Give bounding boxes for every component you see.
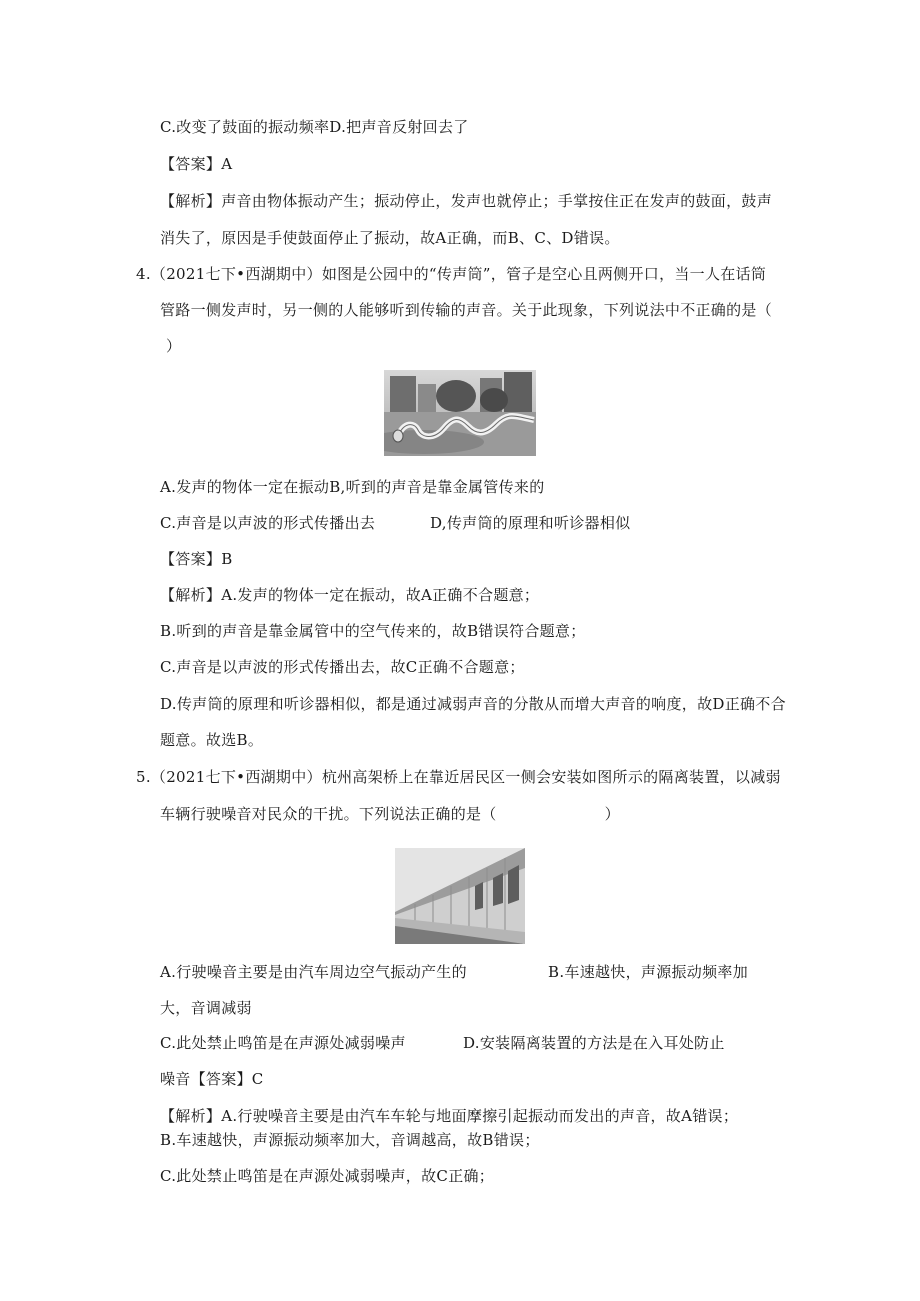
q5-analysis-a: 【解析】A.行驶噪音主要是由汽车车轮与地面摩擦引起振动而发出的声音，故A错误；	[160, 1107, 739, 1125]
q3-answer: 【答案】A	[160, 155, 233, 173]
q5-option-d-line1: D.安装隔离装置的方法是在入耳处防止	[463, 1034, 725, 1052]
q3-analysis-line1: 【解析】声音由物体振动产生；振动停止，发声也就停止；手掌按住正在发声的鼓面，鼓声	[160, 192, 773, 210]
q4-analysis-b: B.听到的声音是靠金属管中的空气传来的，故B错误符合题意；	[160, 622, 586, 640]
q5-stem-line1: 5.（2021七下•西湖期中）杭州高架桥上在靠近居民区一侧会安装如图所示的隔离装置，以减弱	[136, 768, 781, 786]
q5-stem-line2	[160, 804, 620, 824]
q5-stem-text: 车辆行驶噪音对民众的干扰。下列说法正确的是（	[160, 805, 497, 823]
q5-option-b-line1: B.车速越快，声源振动频率加	[548, 963, 748, 981]
q4-answer: 【答案】B	[160, 550, 233, 568]
q3-analysis-line2: 消失了，原因是手使鼓面停止了振动，故A正确，而B、C、D错误。	[160, 229, 620, 247]
sound-barrier-image	[395, 848, 525, 944]
q4-analysis-d-line1: D.传声筒的原理和听诊器相似，都是通过减弱声音的分散从而增大声音的响度，故D正确不合	[160, 695, 786, 713]
q5-analysis-c: C.此处禁止鸣笛是在声源处减弱噪声，故C正确；	[160, 1167, 495, 1185]
q5-option-a: A.行驶噪音主要是由汽车周边空气振动产生的	[160, 963, 467, 981]
q4-option-c: C.声音是以声波的形式传播出去	[160, 514, 376, 532]
q4-analysis-a: 【解析】A.发声的物体一定在振动，故A正确不合题意；	[160, 586, 540, 604]
q4-option-a-b: A.发声的物体一定在振动B,听到的声音是靠金属管传来的	[160, 478, 545, 496]
q3-option-c-d: C.改变了鼓面的振动频率D.把声音反射回去了	[160, 118, 469, 136]
q4-stem-line3: ）	[166, 337, 182, 355]
q5-analysis-b: B.车速越快，声源振动频率加大，音调越高，故B错误；	[160, 1131, 540, 1149]
q4-analysis-c: C.声音是以声波的形式传播出去，故C正确不合题意；	[160, 658, 525, 676]
q5-stem-close: ）	[604, 805, 620, 823]
q4-stem-line2: 管路一侧发声时，另一侧的人能够听到传输的声音。关于此现象，下列说法中不正确的是（	[160, 301, 773, 319]
sound-barrier-photo	[395, 848, 525, 944]
speaking-tube-photo	[384, 370, 536, 456]
q5-option-d-line2-answer: 噪音【答案】C	[160, 1070, 264, 1088]
q5-option-c: C.此处禁止鸣笛是在声源处减弱噪声	[160, 1034, 406, 1052]
q4-stem-line1: 4.（2021七下•西湖期中）如图是公园中的“传声筒”，管子是空心且两侧开口，当一人在话筒	[136, 265, 767, 283]
q5-option-b-line2: 大，音调减弱	[160, 999, 252, 1017]
speaking-tube-image	[384, 370, 536, 456]
q4-analysis-d-line2: 题意。故选B。	[160, 731, 264, 749]
q4-option-d: D,传声筒的原理和听诊器相似	[430, 514, 631, 532]
